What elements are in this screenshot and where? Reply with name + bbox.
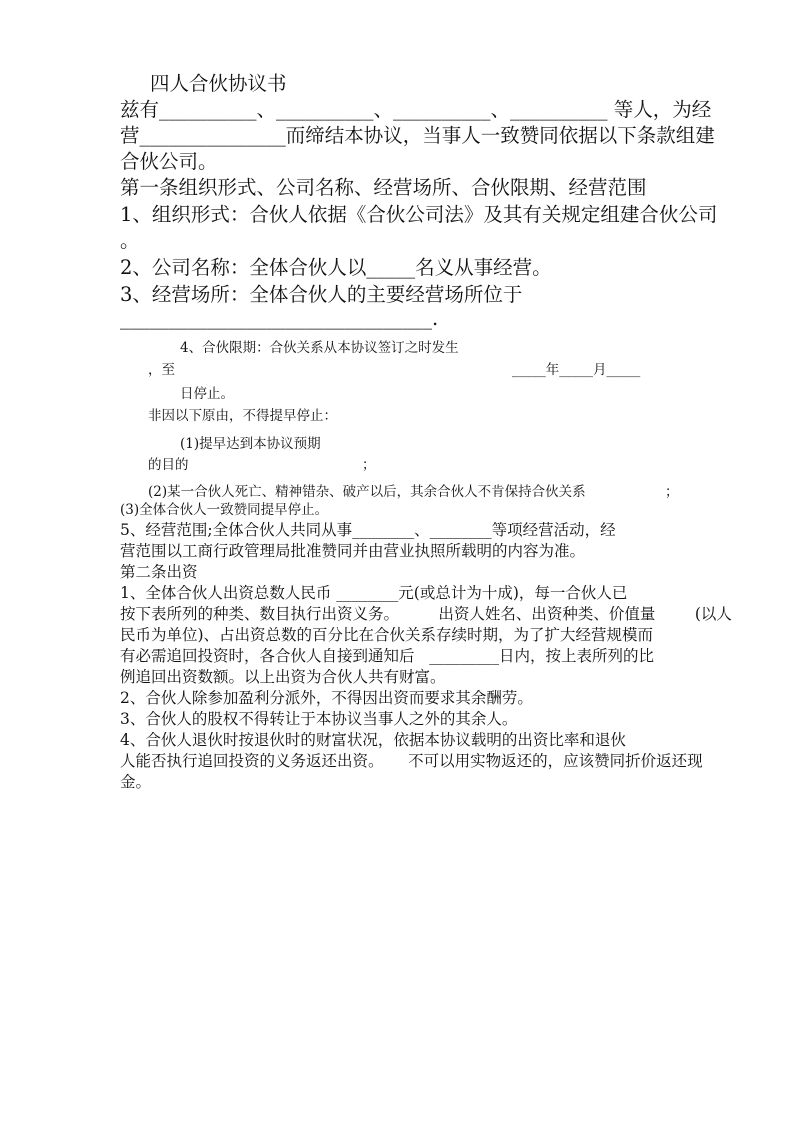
- line-clause-4: 4、合伙人退伙时按退伙时的财富状况，依据本协议载明的出资比率和退伙: [120, 731, 626, 749]
- line-org-form-cont: 。: [120, 229, 140, 252]
- line-clause-3: 3、合伙人的股权不得转让于本协议当事人之外的其余人。: [120, 710, 518, 728]
- line-reason-2-end: ；: [665, 484, 679, 500]
- line-company-name: 2、公司名称：全体合伙人以_____名义从事经营。: [120, 256, 552, 279]
- line-capital-4: 有必需追回投资时，各合伙人自接到通知后 _________日内，按上表所列的比: [120, 647, 655, 665]
- line-capital-5: 例追回出资数额。以上出资为合伙人共有财富。: [120, 668, 446, 686]
- line-capital-1: 1、全体合伙人出资总数人民币 ________元(或总计为十成)，每一合伙人已: [120, 584, 628, 602]
- article-1-heading: 第一条组织形式、公司名称、经营场所、合伙限期、经营范围: [120, 176, 647, 199]
- line-term-date: _____年_____月_____: [512, 362, 641, 378]
- line-reason-1: (1)提早达到本协议预期: [180, 436, 321, 452]
- line-reason-1-cont: 的目的: [148, 457, 189, 473]
- line-business-place-blank: ________________________________.: [120, 307, 439, 330]
- line-reason-2: (2)某一合伙人死亡、精神错杂、破产以后，其余合伙人不肯保持合伙关系: [148, 484, 586, 500]
- line-org-form: 1、组织形式：合伙人依据《合伙公司法》及其有关规定组建合伙公司: [120, 203, 718, 226]
- line-term-end: 日停止。: [180, 386, 234, 402]
- line-3: 合伙公司。: [120, 150, 218, 173]
- line-capital-2: 按下表所列的种类、数目执行出资义务。 出资人姓名、出资种类、价值量 (以人: [120, 605, 732, 623]
- line-clause-4-end: 金。: [120, 773, 152, 791]
- document-title: 四人合伙协议书: [150, 72, 287, 95]
- line-1: 兹有__________、__________、__________、__________ 等人，为经: [120, 98, 712, 121]
- line-2: 营_______________而缔结本协议，当事人一致赞同依据以下条款组建: [120, 124, 715, 147]
- line-reason-3: (3)全体合伙人一致赞同提早停止。: [120, 502, 329, 518]
- line-clause-2: 2、合伙人除参加盈利分派外，不得因出资而要求其余酬劳。: [120, 689, 533, 707]
- article-2-heading: 第二条出资: [120, 563, 198, 581]
- line-early-stop: 非因以下原由，不得提早停止：: [148, 408, 337, 424]
- line-scope-cont: 营范围以工商行政管理局批准赞同并由营业执照所载明的内容为准。: [120, 542, 586, 560]
- line-scope: 5、经营范围;全体合伙人共同从事________、________等项经营活动，经: [120, 521, 616, 539]
- line-capital-3: 民币为单位)、占出资总数的百分比在合伙关系存续时期，为了扩大经营规模而: [120, 626, 654, 644]
- line-clause-4-cont: 人能否执行追回投资的义务返还出资。 不可以用实物返还的，应该赞同折价返还现: [120, 752, 703, 770]
- line-term-to: ，至: [148, 362, 175, 378]
- line-reason-1-end: ；: [362, 457, 376, 473]
- line-term: 4、合伙限期：合伙关系从本协议签订之时发生: [180, 340, 459, 356]
- line-business-place: 3、经营场所：全体合伙人的主要经营场所位于: [120, 283, 523, 306]
